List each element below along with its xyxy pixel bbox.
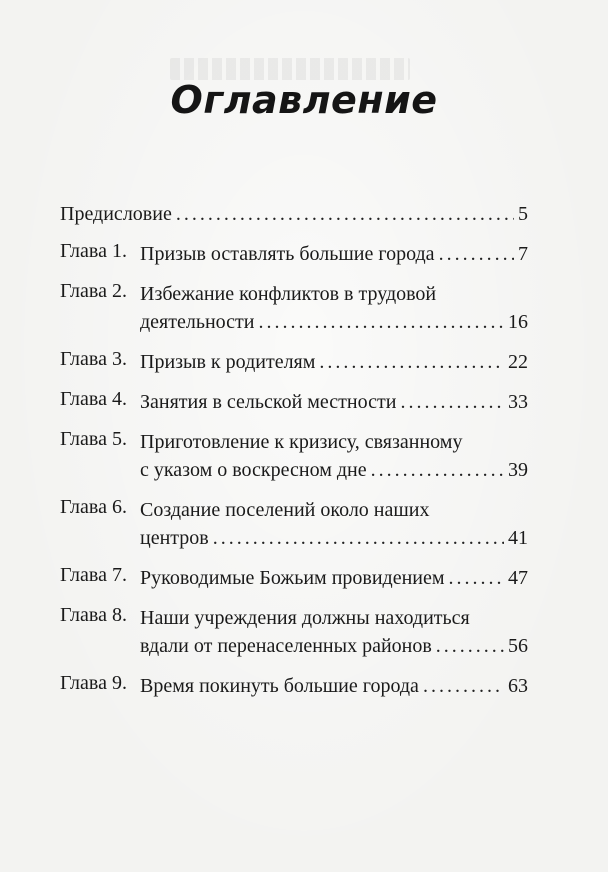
dot-leader — [439, 240, 514, 268]
toc-entry-chapter-6 — [60, 496, 528, 552]
bleed-through-text — [170, 58, 410, 80]
toc-entry-chapter-2 — [60, 280, 528, 336]
dot-leader — [400, 388, 504, 416]
toc-page-number: 16 — [508, 311, 528, 333]
dot-leader — [423, 672, 504, 700]
dot-leader — [259, 308, 505, 336]
dot-leader — [213, 524, 504, 552]
toc-entry-chapter-1 — [60, 240, 528, 268]
chapter-label: Глава 2. — [60, 280, 127, 302]
chapter-label: Глава 6. — [60, 496, 127, 518]
toc-entry-title: Предисловие — [60, 203, 172, 225]
chapter-label: Глава 9. — [60, 672, 127, 694]
toc-entry-title-continued: центров — [140, 527, 209, 549]
chapter-label: Глава 3. — [60, 348, 127, 370]
toc-page-number: 41 — [508, 527, 528, 549]
chapter-label: Глава 7. — [60, 564, 127, 586]
toc-entry-title: Создание поселений около наших — [140, 499, 430, 521]
chapter-label: Глава 1. — [60, 240, 127, 262]
toc-entry-chapter-9 — [60, 672, 528, 700]
toc-entry-chapter-5 — [60, 428, 528, 484]
chapter-label: Глава 4. — [60, 388, 127, 410]
toc-entry-title: Приготовление к кризису, связанному — [140, 431, 463, 453]
toc-entry-title: Наши учреждения должны находиться — [140, 607, 470, 629]
toc-page-number: 47 — [508, 567, 528, 589]
dot-leader — [436, 632, 504, 660]
dot-leader — [371, 456, 504, 484]
chapter-label: Глава 5. — [60, 428, 127, 450]
toc-entry-chapter-7 — [60, 564, 528, 592]
toc-entry-title-continued: вдали от перенаселенных районов — [140, 635, 432, 657]
toc-entry-title: Время покинуть большие города — [140, 675, 419, 697]
toc-entry-chapter-4 — [60, 388, 528, 416]
toc-entry-title: Призыв оставлять большие города — [140, 243, 435, 265]
toc-page-number: 39 — [508, 459, 528, 481]
toc-entry-title: Призыв к родителям — [140, 351, 316, 373]
toc-page-number: 33 — [508, 391, 528, 413]
table-of-contents — [60, 200, 528, 712]
dot-leader — [449, 564, 504, 592]
chapter-label: Глава 8. — [60, 604, 127, 626]
toc-page-number: 5 — [518, 203, 528, 225]
toc-page-number: 22 — [508, 351, 528, 373]
toc-entry-chapter-3 — [60, 348, 528, 376]
toc-entry-preface — [60, 200, 528, 228]
toc-page-number: 7 — [518, 243, 528, 265]
toc-entry-title: Руководимые Божьим провидением — [140, 567, 445, 589]
toc-entry-chapter-8 — [60, 604, 528, 660]
toc-entry-title-continued: с указом о воскресном дне — [140, 459, 367, 481]
dot-leader — [319, 348, 504, 376]
dot-leader — [176, 200, 514, 228]
page-title: Оглавление — [170, 78, 438, 122]
toc-page-number: 63 — [508, 675, 528, 697]
toc-entry-title: Занятия в сельской местности — [140, 391, 397, 413]
toc-entry-title-continued: деятельности — [140, 311, 255, 333]
toc-entry-title: Избежание конфликтов в трудовой — [140, 283, 437, 305]
toc-page-number: 56 — [508, 635, 528, 657]
